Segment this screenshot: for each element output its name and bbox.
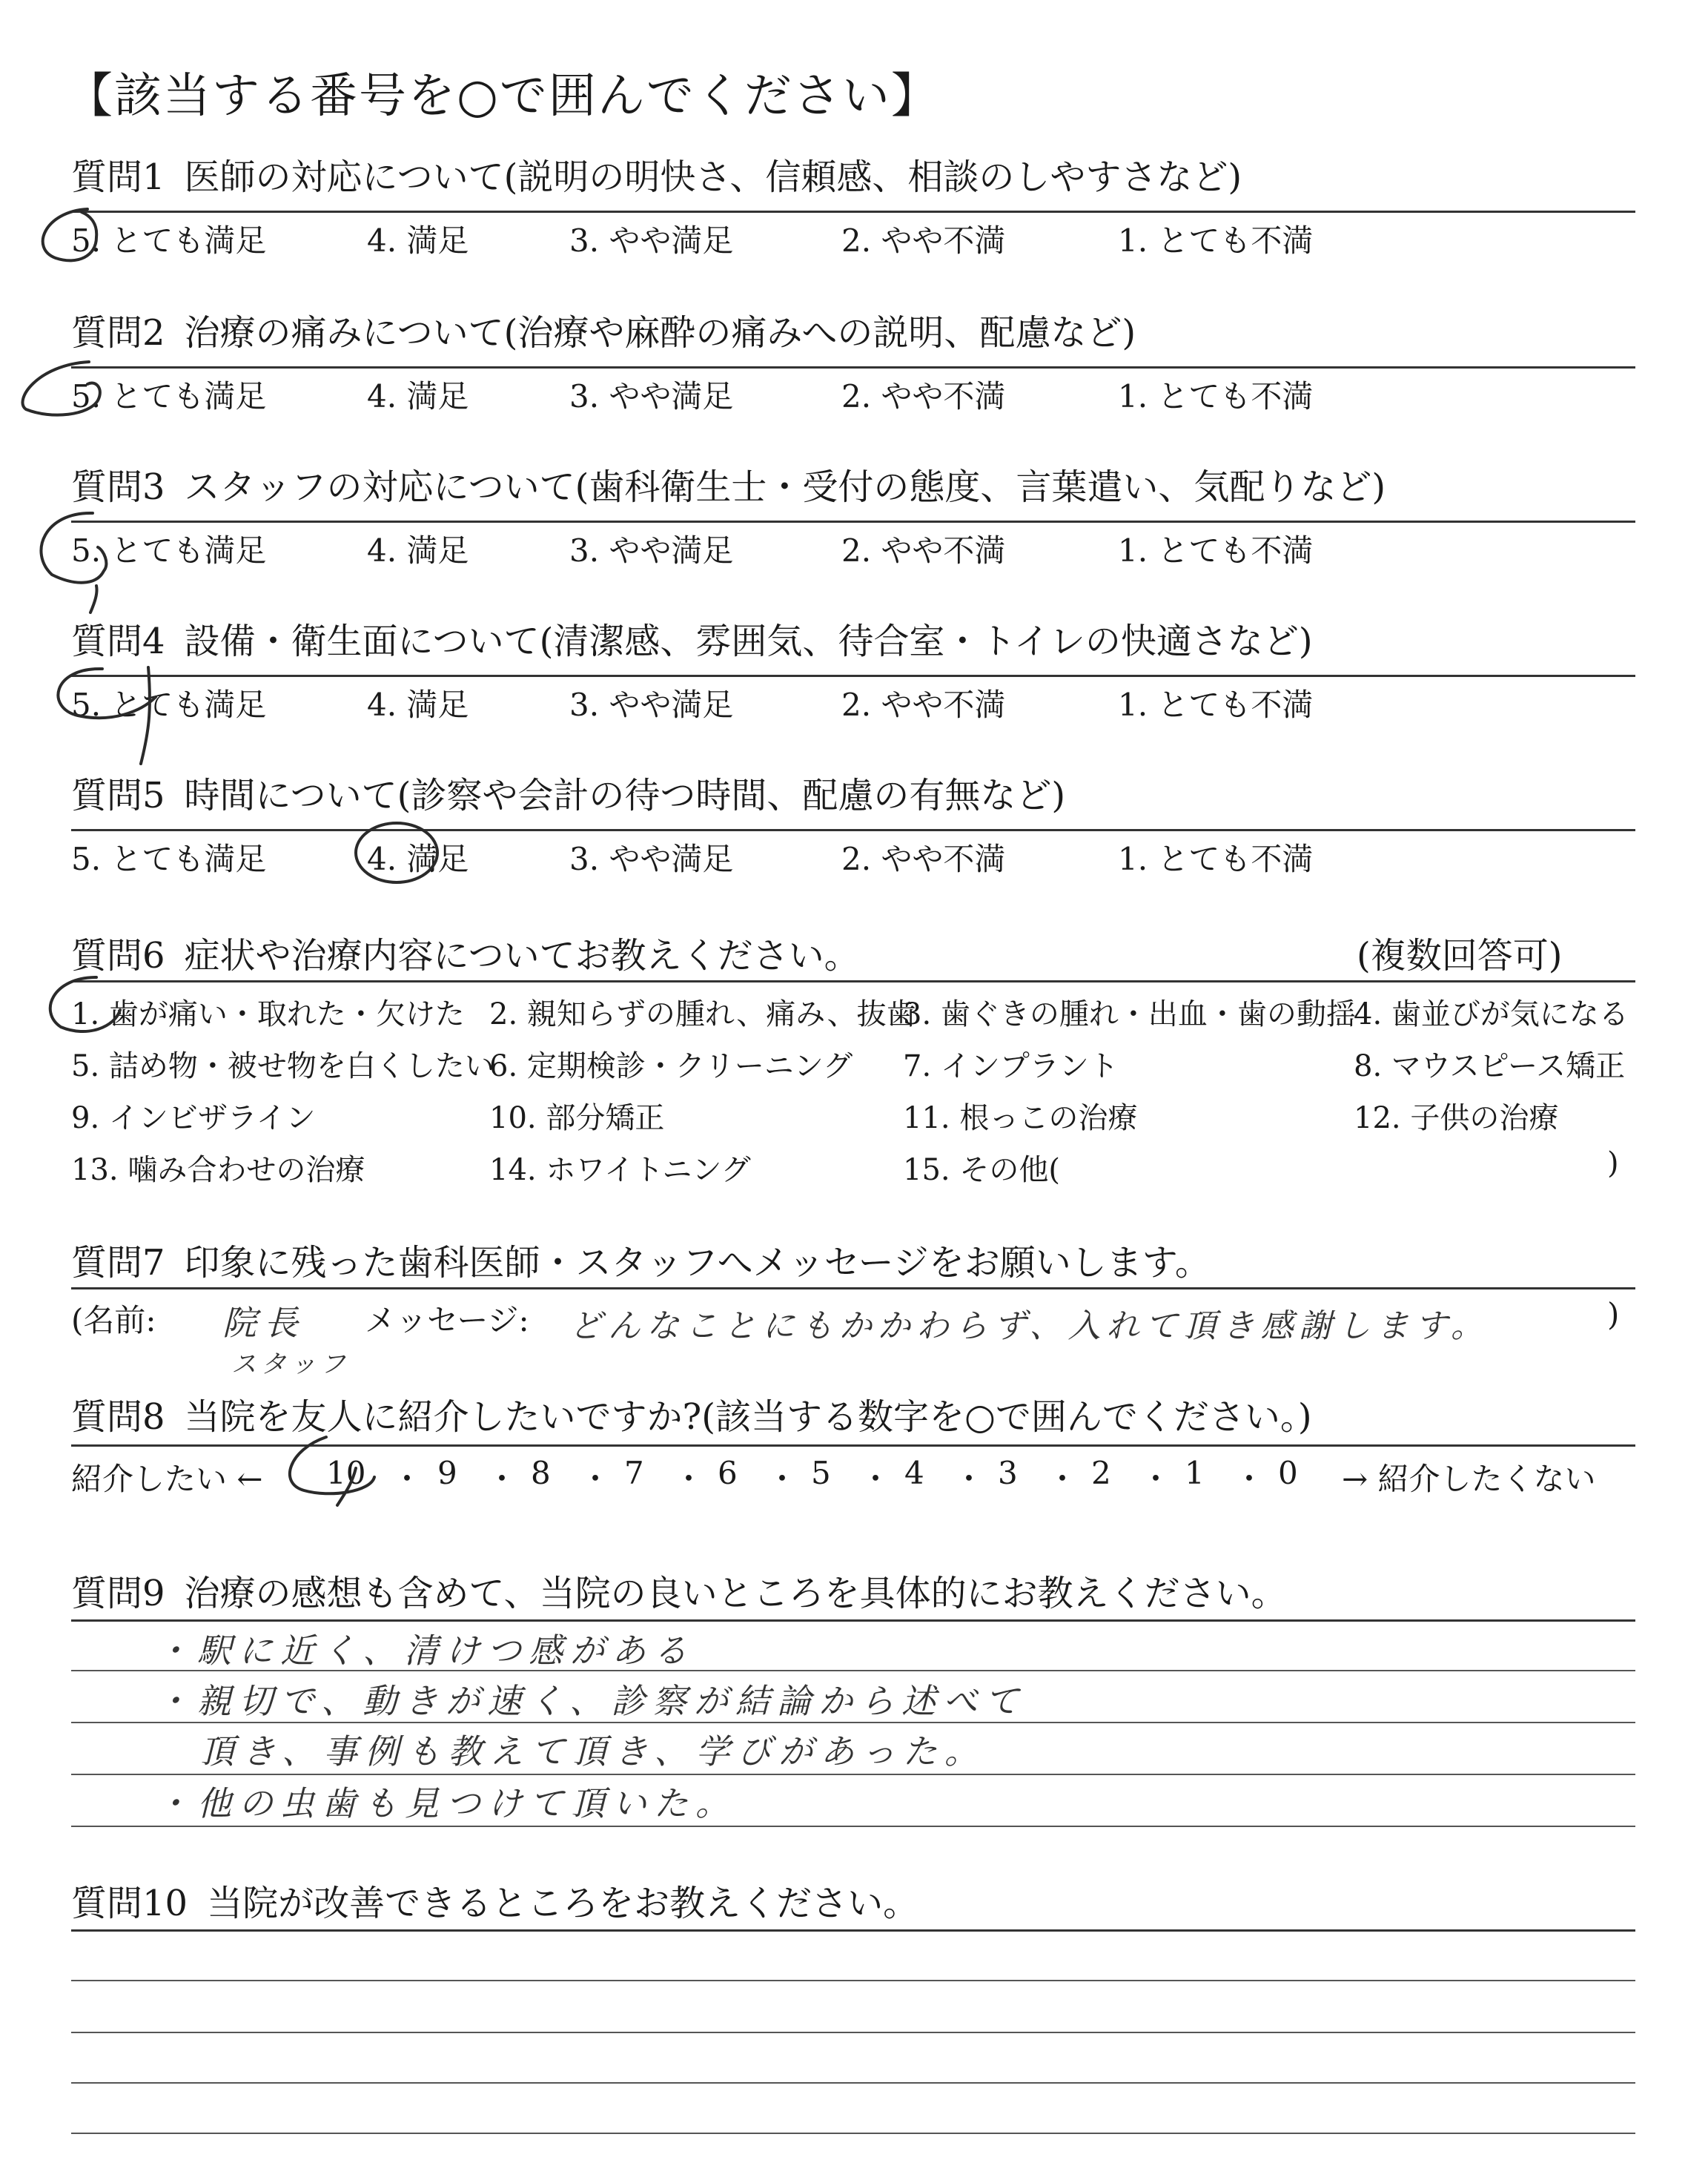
q3-option-5[interactable]: 5. とても満足 [71,532,267,569]
recommend-dot: ・ [1047,1461,1079,1497]
q6-option-9[interactable]: 9. インビザライン [71,1101,316,1135]
q2-option-1[interactable]: 1. とても不満 [1118,378,1314,415]
multiple-answer-note: (複数回答可) [1357,935,1563,977]
q5-option-1[interactable]: 1. とても不満 [1118,841,1314,877]
q5-option-2[interactable]: 2. やや不満 [841,841,1006,877]
question-2 [71,304,1136,355]
question-number: 質問5 [71,775,165,816]
q9-answer-line-2[interactable]: ・親切で、動きが速く、診察が結論から述べて [156,1681,1027,1721]
q3-option-2[interactable]: 2. やや不満 [841,532,1006,569]
q3-option-1[interactable]: 1. とても不満 [1118,532,1314,569]
q6-option-10[interactable]: 10. 部分矯正 [489,1101,665,1135]
question-text: 時間について(診察や会計の待つ時間、配慮の有無など) [184,775,1066,816]
q2-option-3[interactable]: 3. やや満足 [569,378,734,415]
q1-option-3[interactable]: 3. やや満足 [569,222,734,259]
answer-line [71,1774,1635,1775]
name-sub-value: スタッフ [231,1350,350,1379]
recommend-dot: ・ [580,1461,612,1497]
name-value[interactable]: 院長 [222,1303,305,1343]
q6-option-13[interactable]: 13. 噛み合わせの治療 [71,1153,365,1187]
q4-option-5[interactable]: 5. とても満足 [71,687,267,723]
q6-option-5[interactable]: 5. 詰め物・被せ物を白くしたい [71,1049,494,1083]
rule [71,1929,1635,1932]
q6-other-close-paren: ) [1607,1146,1619,1180]
q5-option-5[interactable]: 5. とても満足 [71,841,267,877]
question-number: 質問2 [71,312,165,354]
question-7 [71,1234,1211,1285]
answer-line [71,1826,1635,1827]
q2-option-2[interactable]: 2. やや不満 [841,378,1006,415]
q6-option-2[interactable]: 2. 親知らずの腫れ、痛み、抜歯 [489,997,916,1031]
recommend-10[interactable]: 10 [326,1455,366,1491]
question-number: 質問3 [71,466,165,508]
rule [71,980,1635,982]
question-text: 設備・衛生面について(清潔感、雰囲気、待合室・トイレの快適さなど) [184,621,1313,662]
question-text: 治療の感想も含めて、当院の良いところを具体的にお教えください。 [184,1573,1287,1614]
recommend-7[interactable]: 7 [624,1455,644,1491]
answer-line [71,2032,1635,2033]
rule [71,829,1635,831]
q5-option-4[interactable]: 4. 満足 [367,841,469,877]
answer-line [71,2082,1635,2084]
recommend-left-label: 紹介したい ← [71,1461,263,1497]
q6-option-14[interactable]: 14. ホワイトニング [489,1153,751,1187]
question-9 [71,1565,1287,1616]
rule [71,1287,1635,1289]
q6-option-1[interactable]: 1. 歯が痛い・取れた・欠けた [71,997,465,1031]
rule [71,366,1635,369]
recommend-dot: ・ [767,1461,798,1497]
q4-option-1[interactable]: 1. とても不満 [1118,687,1314,723]
q6-option-6[interactable]: 6. 定期検診・クリーニング [489,1049,853,1083]
question-number: 質問9 [71,1573,165,1614]
q6-option-15[interactable]: 15. その他( [903,1153,1060,1187]
q2-option-5[interactable]: 5. とても満足 [71,378,267,415]
recommend-0[interactable]: 0 [1278,1455,1298,1491]
name-label: (名前: [71,1302,156,1338]
form-header: 【該当する番号を○で囲んでください】 [65,69,940,124]
recommend-dot: ・ [391,1461,423,1497]
q3-option-4[interactable]: 4. 満足 [367,532,469,569]
q4-option-2[interactable]: 2. やや不満 [841,687,1006,723]
question-text: 印象に残った歯科医師・スタッフへメッセージをお願いします。 [184,1242,1211,1284]
q9-answer-line-1[interactable]: ・駅に近く、清けつ感がある [156,1631,695,1671]
question-3 [71,458,1386,509]
question-5 [71,767,1065,818]
q1-option-1[interactable]: 1. とても不満 [1118,222,1314,259]
question-number: 質問7 [71,1242,165,1284]
question-text: 当院を友人に紹介したいですか?(該当する数字を○で囲んでください。) [184,1396,1312,1438]
question-8 [71,1388,1312,1439]
recommend-dot: ・ [860,1461,892,1497]
q1-option-4[interactable]: 4. 満足 [367,222,469,259]
q4-option-3[interactable]: 3. やや満足 [569,687,734,723]
q9-answer-line-4[interactable]: ・他の虫歯も見つけて頂いた。 [156,1783,737,1823]
q5-option-3[interactable]: 3. やや満足 [569,841,734,877]
recommend-dot: ・ [1140,1461,1172,1497]
recommend-4[interactable]: 4 [904,1455,924,1491]
question-text: 治療の痛みについて(治療や麻酔の痛みへの説明、配慮など) [184,312,1136,354]
q2-option-4[interactable]: 4. 満足 [367,378,469,415]
recommend-dot: ・ [486,1461,518,1497]
question-number: 質問8 [71,1396,165,1438]
rule [71,521,1635,523]
recommend-5[interactable]: 5 [811,1455,831,1491]
question-10 [71,1875,918,1926]
rule [71,1619,1635,1622]
q6-option-4[interactable]: 4. 歯並びが気になる [1354,997,1629,1031]
question-6 [71,927,860,978]
q6-option-7[interactable]: 7. インプラント [903,1049,1119,1083]
recommend-dot: ・ [1234,1461,1265,1497]
q4-option-4[interactable]: 4. 満足 [367,687,469,723]
rule [71,211,1635,213]
recommend-9[interactable]: 9 [437,1455,457,1491]
message-close-paren: ) [1607,1296,1620,1332]
message-value[interactable]: どんなことにもかかわらず、入れて頂き感謝します。 [569,1307,1489,1345]
recommend-2[interactable]: 2 [1091,1455,1111,1491]
q3-option-3[interactable]: 3. やや満足 [569,532,734,569]
recommend-8[interactable]: 8 [531,1455,551,1491]
question-1 [71,148,1242,199]
q1-option-5[interactable]: 5. とても満足 [71,222,267,259]
question-text: 医師の対応について(説明の明快さ、信頼感、相談のしやすさなど) [184,156,1242,198]
q6-option-12[interactable]: 12. 子供の治療 [1354,1101,1559,1135]
rule [71,1444,1635,1447]
question-text: 症状や治療内容についてお教えください。 [184,935,860,977]
q6-option-8[interactable]: 8. マウスピース矯正 [1354,1049,1626,1083]
message-label: メッセージ: [365,1302,529,1338]
q9-answer-line-3[interactable]: 頂き、事例も教えて頂き、学びがあった。 [200,1731,986,1771]
q1-option-2[interactable]: 2. やや不満 [841,222,1006,259]
recommend-right-label: → 紹介したくない [1342,1461,1596,1497]
question-number: 質問1 [71,156,165,198]
recommend-dot: ・ [953,1461,985,1497]
recommend-3[interactable]: 3 [998,1455,1018,1491]
question-text: スタッフの対応について(歯科衛生士・受付の態度、言葉遣い、気配りなど) [184,466,1386,508]
q6-option-3[interactable]: 3. 歯ぐきの腫れ・出血・歯の動揺 [903,997,1356,1031]
q6-option-11[interactable]: 11. 根っこの治療 [903,1101,1138,1135]
recommend-dot: ・ [673,1461,705,1497]
question-text: 当院が改善できるところをお教えください。 [207,1883,919,1924]
recommend-1[interactable]: 1 [1185,1455,1205,1491]
question-4 [71,612,1313,664]
rule [71,675,1635,677]
question-number: 質問4 [71,621,165,662]
answer-line [71,2133,1635,2134]
question-number: 質問10 [71,1883,188,1924]
answer-line [71,1980,1635,1981]
question-number: 質問6 [71,935,165,977]
recommend-6[interactable]: 6 [718,1455,738,1491]
